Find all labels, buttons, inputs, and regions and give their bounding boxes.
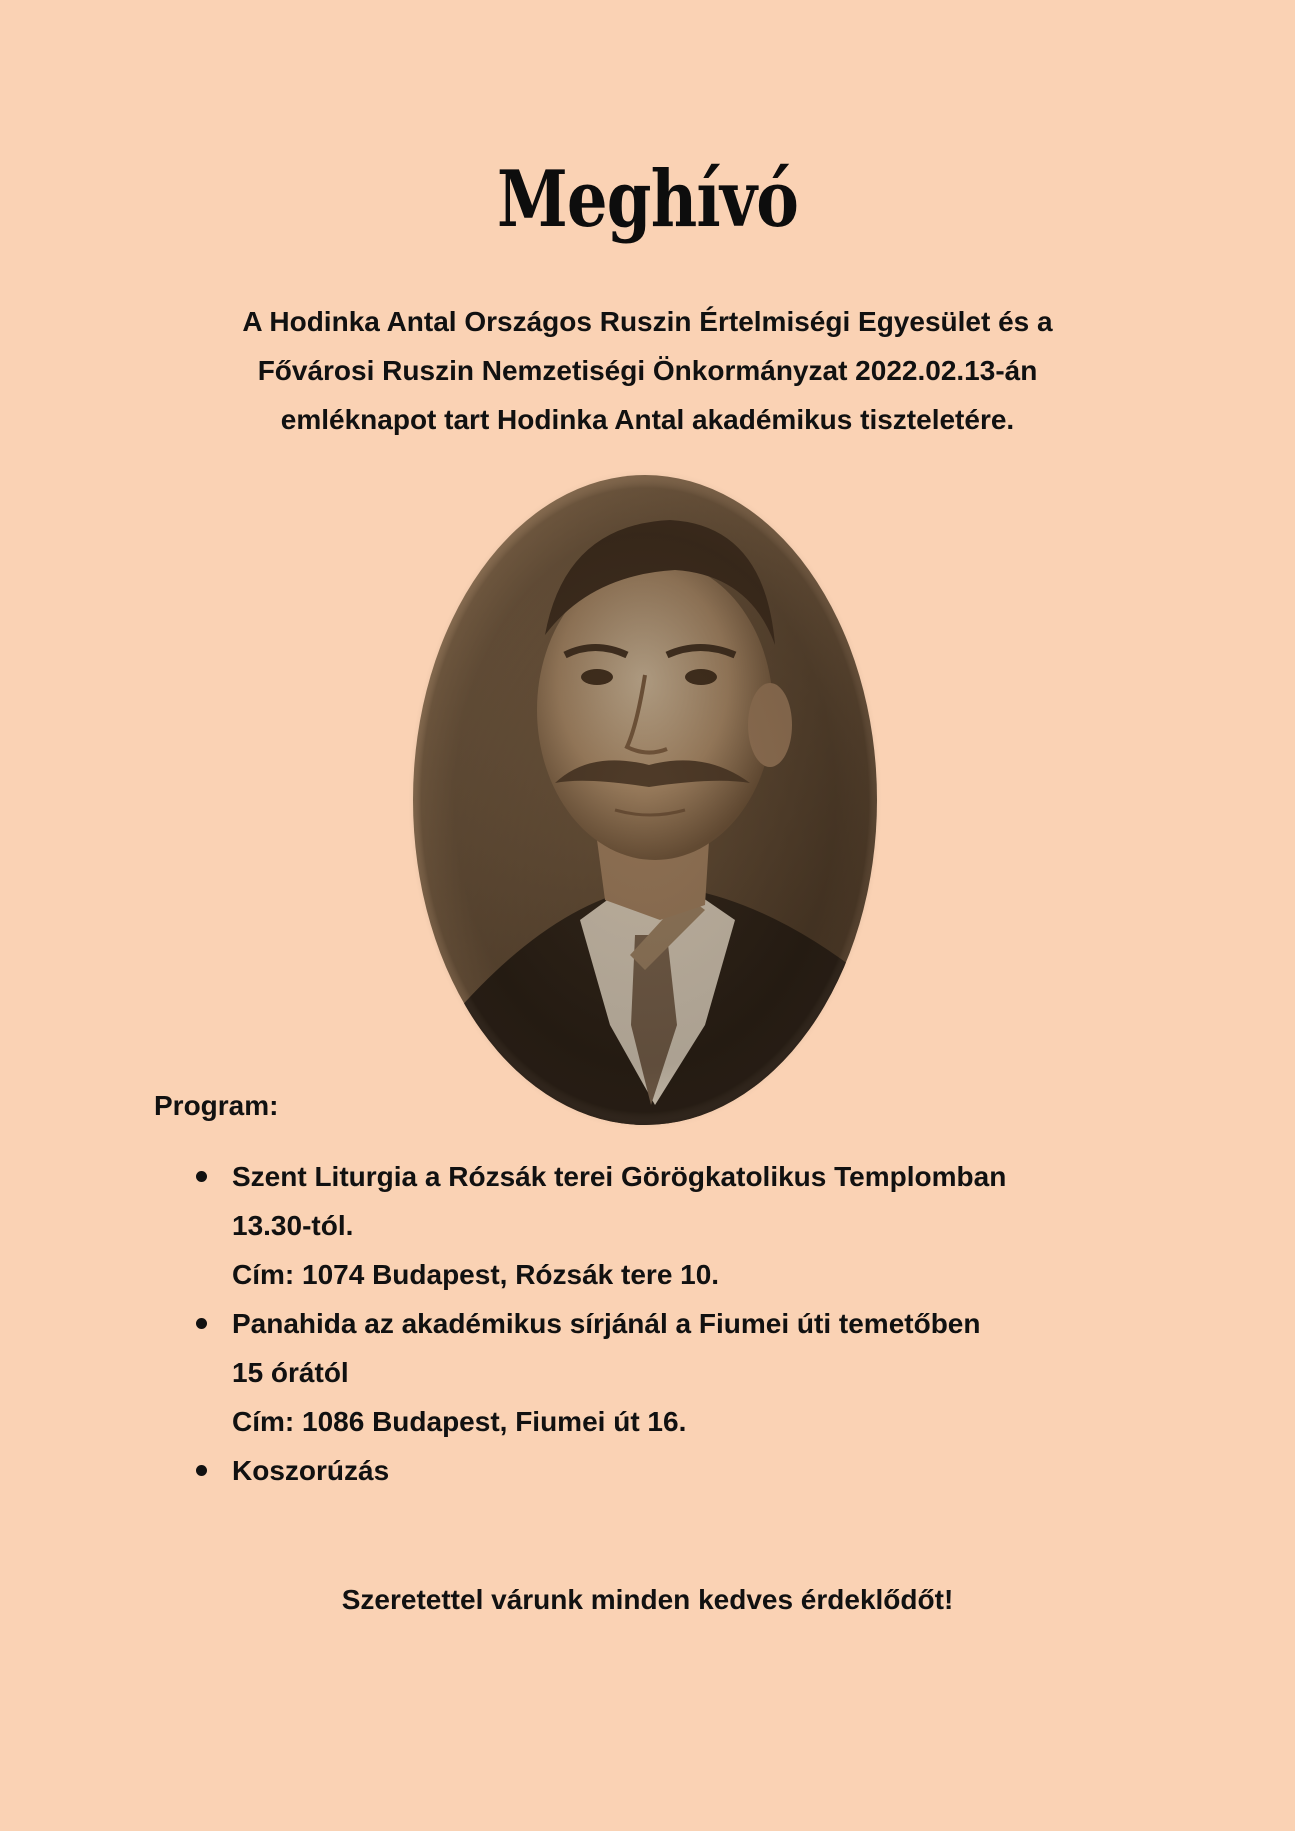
program-heading: Program: [154,1090,279,1121]
bullet-icon [196,1318,207,1329]
closing-text: Szeretettel várunk minden kedves érdeklődőt! [341,1584,954,1615]
program-item-line: 15 órától [232,1357,349,1388]
intro-line: Fővárosi Ruszin Nemzetiségi Önkormányzat 2022.02.13-án [257,355,1038,386]
program-item-line: Cím: 1074 Budapest, Rózsák tere 10. [232,1259,720,1290]
bullet-icon [196,1465,207,1476]
program-item-line: Koszorúzás [232,1455,390,1486]
bullet-icon [196,1171,207,1182]
program-item-line: Panahida az akadémikus sírjánál a Fiumei úti temetőben [232,1308,981,1339]
program-item-line: 13.30-tól. [232,1210,354,1241]
intro-line: A Hodinka Antal Országos Ruszin Értelmiségi Egyesület és a [242,306,1053,337]
list-item [192,1152,1132,1299]
program-item-line: Cím: 1086 Budapest, Fiumei út 16. [232,1406,687,1437]
intro-paragraph [160,297,1135,444]
intro-line: emléknapot tart Hodinka Antal akadémikus tiszteletére. [280,404,1015,435]
page-title: Meghívó [496,154,799,245]
list-item [192,1299,1132,1446]
program-list [192,1152,1132,1495]
portrait-photo [405,465,885,1135]
list-item [192,1446,1132,1495]
program-item-line: Szent Liturgia a Rózsák terei Görögkatolikus Templomban [232,1161,1007,1192]
